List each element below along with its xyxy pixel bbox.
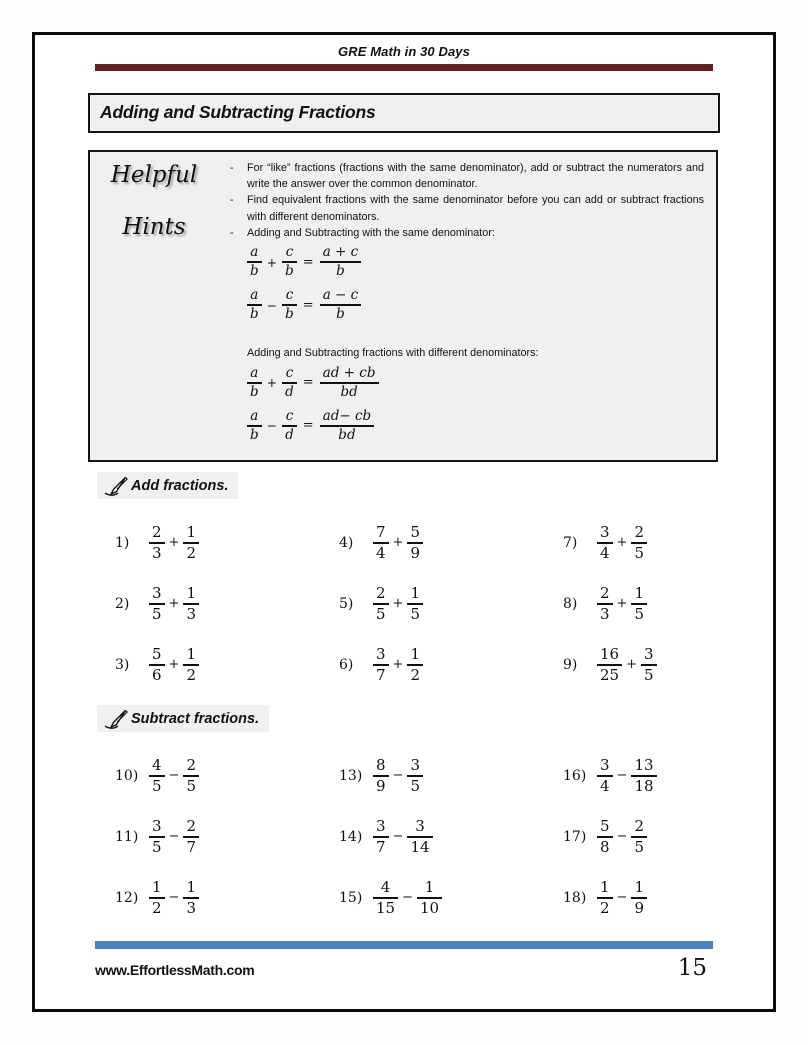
fraction	[183, 585, 199, 623]
fraction-problem	[115, 879, 339, 917]
fraction-numerator: 3	[373, 646, 389, 666]
fraction	[597, 646, 622, 684]
operator: −	[616, 890, 628, 905]
page-sheet	[32, 32, 776, 1012]
fraction	[373, 646, 389, 684]
fraction	[183, 818, 199, 856]
fraction-denominator: b	[250, 426, 259, 443]
fraction	[597, 818, 613, 856]
fraction	[149, 818, 165, 856]
fraction	[407, 524, 423, 562]
fraction-denominator: 2	[186, 543, 196, 562]
operator: +	[266, 375, 278, 391]
fraction	[282, 245, 297, 279]
fraction-numerator: c	[282, 366, 297, 384]
fraction-denominator: 7	[376, 837, 386, 856]
fraction-problem	[563, 757, 787, 795]
fraction	[183, 524, 199, 562]
fraction	[149, 524, 165, 562]
hint-bullet	[230, 192, 704, 224]
fraction-problem	[339, 757, 563, 795]
fraction-numerator: 3	[641, 646, 657, 666]
fraction	[373, 524, 389, 562]
writing-hand-icon	[102, 475, 128, 496]
fraction-numerator: 3	[597, 757, 613, 777]
fraction-numerator: a	[247, 288, 262, 306]
hint-bullet-text: For “like” fractions (fractions with the same denominator), add or subtract the numerators and write the answer over the common denominator.	[247, 162, 704, 191]
fraction	[183, 646, 199, 684]
problem-number: 9)	[563, 656, 578, 673]
fraction-denominator: 5	[634, 604, 644, 623]
fraction-numerator: 4	[373, 879, 398, 899]
equals-sign: =	[302, 418, 314, 434]
fraction-numerator: 1	[597, 879, 613, 899]
fraction	[183, 879, 199, 917]
fraction-problem	[115, 585, 339, 623]
fraction	[407, 757, 423, 795]
result-fraction	[320, 245, 362, 279]
fraction-denominator: b	[250, 383, 259, 400]
fraction	[407, 585, 423, 623]
fraction-numerator: 1	[183, 585, 199, 605]
problem-number: 13)	[339, 767, 363, 784]
fraction-numerator: a + c	[320, 245, 362, 263]
fraction-denominator: d	[285, 426, 294, 443]
formula	[247, 366, 704, 400]
fraction-problem	[563, 818, 787, 856]
fraction-problem	[339, 818, 563, 856]
fraction-denominator: 9	[634, 898, 644, 917]
fraction-numerator: 5	[149, 646, 165, 666]
problem-number: 18)	[563, 889, 587, 906]
fraction	[641, 646, 657, 684]
fraction-numerator: 1	[417, 879, 442, 899]
fraction-denominator: 7	[186, 837, 196, 856]
problem-number: 14)	[339, 828, 363, 845]
fraction-numerator: 2	[631, 524, 647, 544]
fraction-numerator: 2	[373, 585, 389, 605]
fraction-numerator: 16	[597, 646, 622, 666]
formula	[247, 245, 704, 279]
hints-heading-line2: Hints	[122, 214, 186, 240]
fraction-numerator: c	[282, 245, 297, 263]
fraction-numerator: 1	[183, 646, 199, 666]
operator: +	[266, 254, 278, 270]
fraction-denominator: b	[336, 306, 345, 323]
fraction-denominator: 25	[600, 665, 620, 684]
hint-bullet-text: Find equivalent fractions with the same denominator before you can add or subtract fractions with different denominators.	[247, 194, 704, 223]
fraction-numerator: 3	[149, 585, 165, 605]
writing-hand-icon	[102, 708, 128, 729]
fraction-denominator: 5	[634, 837, 644, 856]
fraction-problem	[115, 818, 339, 856]
operator: −	[616, 829, 628, 844]
fraction-denominator: 5	[186, 776, 196, 795]
fraction-denominator: 14	[410, 837, 430, 856]
fraction-problem	[115, 757, 339, 795]
fraction-numerator: ad− cb	[320, 409, 375, 427]
fraction-denominator: 3	[600, 604, 610, 623]
spacer	[218, 331, 704, 345]
fraction-problem	[563, 585, 787, 623]
fraction-denominator: 2	[600, 898, 610, 917]
fraction-numerator: 1	[183, 879, 199, 899]
fraction	[597, 585, 613, 623]
fraction	[373, 879, 398, 917]
fraction	[631, 524, 647, 562]
fraction	[282, 409, 297, 443]
fraction-denominator: 5	[410, 776, 420, 795]
fraction-denominator: 5	[152, 837, 162, 856]
fraction-numerator: 2	[183, 818, 199, 838]
fraction-denominator: b	[250, 263, 259, 280]
bullet-dash: -	[230, 226, 234, 239]
fraction	[597, 524, 613, 562]
operator: −	[266, 418, 278, 434]
fraction-denominator: 9	[410, 543, 420, 562]
hint-bullet	[230, 160, 704, 192]
fraction-numerator: 3	[407, 818, 432, 838]
section-header-subtract	[97, 705, 269, 732]
hints-heading-line1: Helpful	[110, 162, 198, 188]
fraction-problem	[563, 879, 787, 917]
equals-sign: =	[302, 375, 314, 391]
page-number: 15	[677, 955, 707, 981]
problem-number: 1)	[115, 534, 130, 551]
fraction-denominator: 2	[410, 665, 420, 684]
fraction-numerator: 4	[149, 757, 165, 777]
problem-number: 3)	[115, 656, 130, 673]
fraction	[282, 366, 297, 400]
fraction	[373, 818, 389, 856]
operator: −	[402, 890, 413, 905]
operator: +	[168, 535, 180, 550]
operator: +	[626, 657, 637, 672]
hint-bullet	[230, 225, 704, 241]
operator: −	[168, 829, 180, 844]
fraction-numerator: c	[282, 288, 297, 306]
fraction-denominator: 3	[152, 543, 162, 562]
fraction	[407, 818, 432, 856]
fraction-numerator: a − c	[320, 288, 362, 306]
problem-number: 11)	[115, 828, 139, 845]
fraction-problem	[563, 646, 787, 684]
fraction	[149, 646, 165, 684]
fraction-problem	[115, 646, 339, 684]
fraction	[247, 245, 262, 279]
fraction	[373, 585, 389, 623]
lesson-title-box	[88, 93, 720, 133]
fraction-numerator: 3	[597, 524, 613, 544]
fraction-denominator: b	[285, 263, 294, 280]
fraction	[247, 409, 262, 443]
section-header-add	[97, 472, 238, 499]
fraction-numerator: 3	[407, 757, 423, 777]
fraction-numerator: a	[247, 366, 262, 384]
result-fraction	[320, 366, 379, 400]
different-denominator-formulas	[247, 366, 704, 443]
fraction	[247, 366, 262, 400]
fraction	[149, 585, 165, 623]
operator: +	[392, 657, 404, 672]
fraction-denominator: 10	[420, 898, 440, 917]
fraction-numerator: 2	[631, 818, 647, 838]
fraction	[417, 879, 442, 917]
operator: −	[616, 768, 628, 783]
fraction-denominator: 15	[376, 898, 396, 917]
operator: +	[392, 596, 404, 611]
fraction	[373, 757, 389, 795]
fraction-denominator: b	[250, 306, 259, 323]
fraction-numerator: 1	[149, 879, 165, 899]
fraction-problem	[563, 524, 787, 562]
fraction-numerator: 5	[407, 524, 423, 544]
fraction-numerator: 2	[183, 757, 199, 777]
fraction-denominator: 9	[376, 776, 386, 795]
result-fraction	[320, 409, 375, 443]
fraction-problem	[115, 524, 339, 562]
fraction-denominator: 4	[600, 776, 610, 795]
fraction-denominator: 18	[634, 776, 654, 795]
problem-number: 5)	[339, 595, 354, 612]
hints-heading	[90, 152, 218, 460]
fraction-numerator: a	[247, 245, 262, 263]
fraction	[407, 646, 423, 684]
fraction-denominator: 5	[410, 604, 420, 623]
operator: +	[616, 596, 628, 611]
fraction-numerator: 1	[407, 585, 423, 605]
fraction-numerator: c	[282, 409, 297, 427]
fraction-denominator: 3	[186, 604, 196, 623]
fraction-problem	[339, 879, 563, 917]
fraction-denominator: 4	[600, 543, 610, 562]
fraction-numerator: 1	[183, 524, 199, 544]
equals-sign: =	[302, 297, 314, 313]
operator: −	[168, 890, 180, 905]
fraction	[631, 585, 647, 623]
fraction-problem	[339, 585, 563, 623]
fraction	[149, 757, 165, 795]
fraction-denominator: 8	[600, 837, 610, 856]
hints-content	[218, 152, 716, 460]
fraction-denominator: 2	[152, 898, 162, 917]
fraction-denominator: 5	[644, 665, 654, 684]
hint-bullet-text: Adding and Subtracting with the same denominator:	[247, 226, 495, 239]
fraction-denominator: b	[336, 263, 345, 280]
fraction	[282, 288, 297, 322]
fraction-denominator: 4	[376, 543, 386, 562]
fraction-denominator: d	[285, 383, 294, 400]
operator: −	[392, 829, 404, 844]
fraction	[631, 757, 656, 795]
subtract-problems-grid	[115, 745, 773, 928]
fraction-denominator: bd	[338, 426, 356, 443]
formula	[247, 288, 704, 322]
section-title: Add fractions.	[131, 477, 229, 494]
fraction-numerator: 1	[631, 879, 647, 899]
fraction-problem	[339, 524, 563, 562]
problem-number: 16)	[563, 767, 587, 784]
problem-number: 17)	[563, 828, 587, 845]
fraction-numerator: a	[247, 409, 262, 427]
bullet-dash: -	[230, 194, 234, 207]
footer-rule	[95, 941, 713, 949]
fraction-numerator: 1	[631, 585, 647, 605]
fraction	[247, 288, 262, 322]
fraction-numerator: 3	[149, 818, 165, 838]
fraction	[597, 879, 613, 917]
fraction-denominator: b	[285, 306, 294, 323]
fraction-numerator: 13	[631, 757, 656, 777]
operator: −	[392, 768, 404, 783]
helpful-hints-box	[88, 150, 718, 462]
fraction	[149, 879, 165, 917]
section-title: Subtract fractions.	[131, 710, 260, 727]
problem-number: 15)	[339, 889, 363, 906]
fraction	[631, 818, 647, 856]
problem-number: 6)	[339, 656, 354, 673]
fraction-denominator: 2	[186, 665, 196, 684]
same-denominator-formulas	[247, 245, 704, 322]
page-footer	[95, 955, 707, 981]
fraction-denominator: 5	[634, 543, 644, 562]
fraction-denominator: 5	[152, 604, 162, 623]
fraction-denominator: 3	[186, 898, 196, 917]
problem-number: 10)	[115, 767, 139, 784]
fraction-denominator: 7	[376, 665, 386, 684]
fraction	[183, 757, 199, 795]
fraction	[631, 879, 647, 917]
fraction-denominator: 5	[152, 776, 162, 795]
fraction-numerator: ad + cb	[320, 366, 379, 384]
fraction-numerator: 2	[149, 524, 165, 544]
different-denominators-label: Adding and Subtracting fractions with different denominators:	[247, 347, 539, 360]
equals-sign: =	[302, 254, 314, 270]
result-fraction	[320, 288, 362, 322]
add-problems-grid	[115, 512, 773, 695]
operator: −	[266, 297, 278, 313]
fraction-numerator: 8	[373, 757, 389, 777]
problem-number: 12)	[115, 889, 139, 906]
formula	[247, 409, 704, 443]
operator: +	[168, 596, 180, 611]
footer-site-text: www.EffortlessMath.com	[95, 962, 255, 978]
fraction-numerator: 3	[373, 818, 389, 838]
fraction-denominator: bd	[340, 383, 358, 400]
problem-number: 7)	[563, 534, 578, 551]
lesson-title: Adding and Subtracting Fractions	[100, 102, 376, 122]
operator: −	[168, 768, 180, 783]
fraction-denominator: 5	[376, 604, 386, 623]
operator: +	[616, 535, 628, 550]
bullet-dash: -	[230, 162, 234, 174]
problem-number: 4)	[339, 534, 354, 551]
book-title: GRE Math in 30 Days	[338, 44, 470, 59]
operator: +	[392, 535, 404, 550]
fraction-denominator: 6	[152, 665, 162, 684]
header-rule	[95, 64, 713, 71]
operator: +	[168, 657, 180, 672]
fraction	[597, 757, 613, 795]
fraction-numerator: 2	[597, 585, 613, 605]
fraction-numerator: 1	[407, 646, 423, 666]
fraction-numerator: 5	[597, 818, 613, 838]
problem-number: 8)	[563, 595, 578, 612]
fraction-problem	[339, 646, 563, 684]
fraction-numerator: 7	[373, 524, 389, 544]
problem-number: 2)	[115, 595, 130, 612]
